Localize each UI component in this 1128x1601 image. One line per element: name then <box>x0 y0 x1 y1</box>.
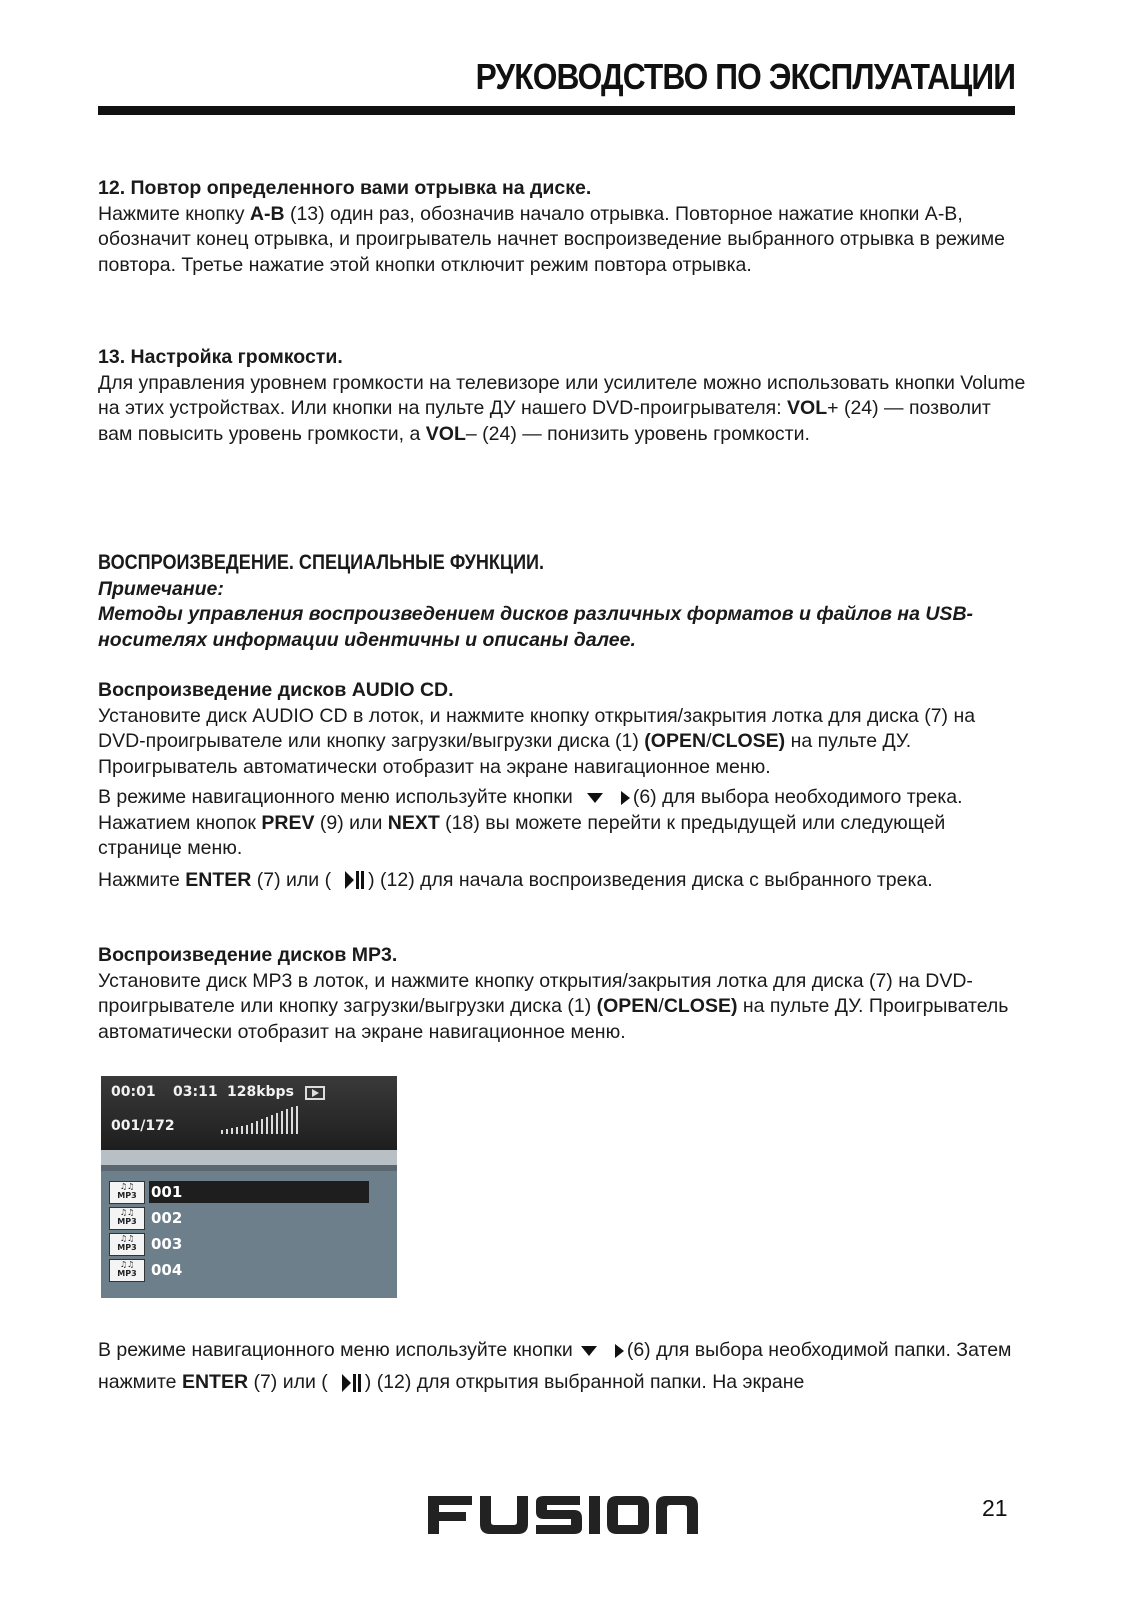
header-rule <box>98 106 1015 115</box>
audio-cd-p4 <box>98 868 1028 894</box>
audio-cd-title: Воспроизведение дисков AUDIO CD. <box>98 679 454 701</box>
text-run: (13) один раз, обозначив начало отрывка. Повторное нажатие кнопки A-B, обозначит конец отрывка, и проигрыватель начнет воспроизведение выбранного отрывка в режиме повтора. Третье нажатие этой кнопки отключит режим повтора отрывка. <box>98 202 1005 276</box>
mp3-file-list <box>101 1171 397 1298</box>
special-functions-title: ВОСПРОИЗВЕДЕНИЕ. СПЕЦИАЛЬНЫЕ ФУНКЦИИ. <box>98 551 545 574</box>
play-pause-icon <box>342 1373 362 1393</box>
text-run: Для управления уровнем громкости на телевизоре или усилителе можно использовать кнопки Volume на этих устройствах. Или кнопки на пульте ДУ нашего DVD-проигрывателя: <box>98 371 1026 419</box>
next-label: NEXT <box>387 811 440 834</box>
list-item-label: 002 <box>151 1209 183 1227</box>
section-12-text <box>98 202 1028 279</box>
close-label: CLOSE) <box>711 730 786 752</box>
text-run: Нажатием кнопок <box>98 811 262 834</box>
play-pause-icon <box>345 870 365 890</box>
text-run: Установите диск AUDIO CD в лоток, и нажмите кнопку открытия/закрытия лотка для диска (7) на DVD-проигрывателе или кнопку загрузки/выгрузки диска (1) <box>98 704 976 752</box>
mp3-icon-label: MP3 <box>117 1191 137 1200</box>
folder-navigation-text <box>98 1334 1028 1398</box>
text-run: В режиме навигационного меню используйте кнопки <box>98 1339 573 1361</box>
screen-status-bar <box>101 1076 397 1150</box>
text-run: (7) или ( <box>251 868 332 891</box>
text-run: (6) для выбора необходимой папки. Затем нажмите <box>98 1339 1012 1393</box>
level-meter-icon <box>221 1106 305 1134</box>
mp3-file-icon: ♫♫ MP3 <box>109 1233 145 1256</box>
audio-cd-p1 <box>98 704 1028 781</box>
text-run: (7) или ( <box>248 1371 328 1393</box>
audio-cd-section <box>98 678 1028 893</box>
play-status-icon <box>305 1086 325 1100</box>
section-13 <box>98 345 1028 447</box>
text-run: Нажмите <box>98 868 186 891</box>
folder-navigation-p1 <box>98 1334 1028 1398</box>
text-run: Установите диск МР3 в лоток, и нажмите кнопку открытия/закрытия лотка для диска (7) на DVD-проигрывателе или кнопку загрузки/выгрузки диска (1) <box>98 969 973 1017</box>
list-item[interactable] <box>109 1259 369 1283</box>
text-run: (6) для выбора необходимого трека. <box>632 786 963 808</box>
list-item-label: 001 <box>151 1183 183 1201</box>
page-header-title: РУКОВОДСТВО ПО ЭКСПЛУАТАЦИИ <box>475 56 1015 97</box>
track-count: 001/172 <box>111 1118 175 1134</box>
section-13-text <box>98 371 1028 448</box>
vol-down-label: VOL <box>425 422 466 445</box>
text-run: + (24) — позволит вам повысить уровень громкости, а <box>98 397 991 445</box>
note-label: Примечание: <box>98 577 224 600</box>
audio-cd-p2 <box>98 785 1028 811</box>
mp3-file-icon: ♫♫ MP3 <box>109 1181 145 1204</box>
vol-up-label: VOL <box>787 397 828 419</box>
section-13-title: 13. Настройка громкости. <box>98 346 343 368</box>
text-run: В режиме навигационного меню используйте кнопки <box>98 786 573 808</box>
mp3-icon-label: MP3 <box>117 1243 137 1252</box>
total-time: 03:11 <box>173 1084 218 1100</box>
arrow-down-icon <box>581 1346 597 1356</box>
mp3-section <box>98 943 1028 1045</box>
screen-stripe <box>101 1150 397 1165</box>
text-run: на пульте ДУ. Проигрыватель автоматически отобразит на экране навигационное меню. <box>98 995 1009 1043</box>
text-run: / <box>658 995 664 1017</box>
mp3-file-icon: ♫♫ MP3 <box>109 1259 145 1282</box>
fusion-logo <box>426 1492 702 1538</box>
prev-label: PREV <box>261 811 315 834</box>
text-run: / <box>706 730 712 752</box>
note-text: Методы управления воспроизведением дисков различных форматов и файлов на USB-носителях информации идентичны и описаны далее. <box>98 603 974 651</box>
mp3-navigation-screen <box>101 1076 397 1298</box>
open-label: (OPEN <box>596 995 659 1017</box>
arrow-right-icon <box>615 1344 624 1358</box>
arrow-down-icon <box>587 793 603 803</box>
section-12-title: 12. Повтор определенного вами отрывка на диске. <box>98 177 592 199</box>
list-item[interactable] <box>109 1181 369 1205</box>
mp3-p1 <box>98 969 1028 1046</box>
enter-label: ENTER <box>185 868 252 891</box>
bitrate: 128kbps <box>227 1084 294 1100</box>
enter-label: ENTER <box>181 1371 249 1393</box>
ab-button-label: A-B <box>249 202 285 225</box>
mp3-icon-label: MP3 <box>117 1269 137 1278</box>
mp3-title: Воспроизведение дисков МР3. <box>98 944 398 966</box>
text-run: – (24) — понизить уровень громкости. <box>465 422 810 445</box>
mp3-icon-label: MP3 <box>117 1217 137 1226</box>
list-item-label: 004 <box>151 1261 183 1279</box>
text-run: (18) вы можете перейти к предыдущей или следующей странице меню. <box>98 811 946 859</box>
mp3-file-icon: ♫♫ MP3 <box>109 1207 145 1230</box>
arrow-right-icon <box>621 791 630 805</box>
section-12 <box>98 176 1028 278</box>
open-label: (OPEN <box>644 730 707 752</box>
text-run: Нажмите кнопку <box>98 202 250 225</box>
list-item[interactable] <box>109 1233 369 1257</box>
list-item-label: 003 <box>151 1235 183 1253</box>
elapsed-time: 00:01 <box>111 1084 156 1100</box>
text-run: на пульте ДУ. Проигрыватель автоматически отобразит на экране навигационное меню. <box>98 730 912 778</box>
close-label: CLOSE) <box>663 995 738 1017</box>
text-run: (9) или <box>314 811 388 834</box>
audio-cd-p3 <box>98 811 1028 862</box>
special-functions <box>98 550 1028 653</box>
text-run: ) (12) для открытия выбранной папки. На экране <box>364 1371 805 1393</box>
page-number: 21 <box>982 1495 1008 1521</box>
text-run: ) (12) для начала воспроизведения диска с выбранного трека. <box>368 868 933 891</box>
list-item[interactable] <box>109 1207 369 1231</box>
